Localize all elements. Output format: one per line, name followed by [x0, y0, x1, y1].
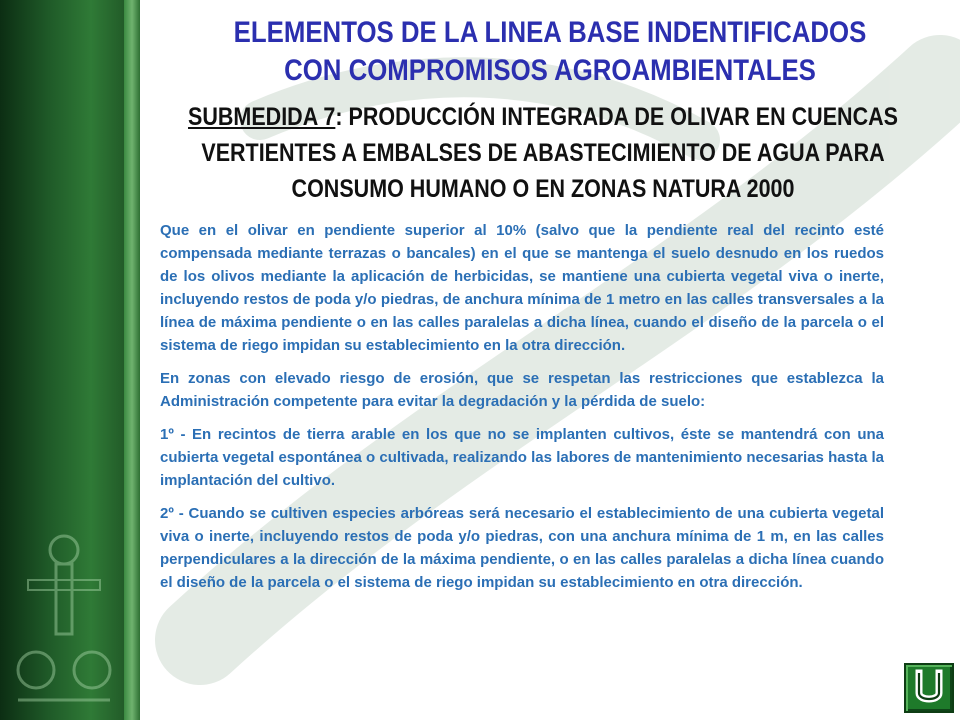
title-line-2: CON COMPROMISOS AGROAMBIENTALES [284, 54, 816, 87]
subtitle-label: SUBMEDIDA 7 [188, 103, 336, 131]
paragraph-3: 1º - En recintos de tierra arable en los que no se implanten cultivos, éste se mantendrá con una cubierta vegetal espontánea o cultivada, realizando las labores de mantenimiento necesarias hasta la implantación del cultivo. [160, 426, 884, 489]
paragraph-2: En zonas con elevado riesgo de erosión, que se respetan las restricciones que establezca la Administración competente para evitar la degradación y la pérdida de suelo: [160, 370, 884, 410]
paragraph-4: 2º - Cuando se cultiven especies arbóreas será necesario el establecimiento de una cubierta vegetal viva o inerte, incluyendo restos de poda y/o piedras, con una anchura mínima de 1 m, en las calles perpendiculares a la dirección de la máxima pendiente, o en las calles paralelas a dicha línea cuando el diseño de la parcela o el sistema de riego impidan su establecimiento en otra dirección. [160, 505, 884, 591]
andalucia-emblem-icon [8, 530, 120, 710]
department-name: Consejería de Agricultura, Pesca y Medio Ambiente [165, 86, 186, 520]
slide-subtitle [186, 99, 900, 207]
subdirectorate-name: Subdirección de Gestión y Control Integrado de Ayudas [213, 150, 230, 520]
org-name: JUNTA DE ANDALUCIA [141, 309, 162, 520]
sidebar-band [0, 0, 230, 720]
subtitle-text: : PRODUCCIÓN INTEGRADA DE OLIVAR EN CUENCAS VERTIENTES A EMBALSES DE ABASTECIMIENTO DE AGUA PARA CONSUMO HUMANO O EN ZONAS NATURA 2000 [201, 103, 898, 203]
u-turn-icon [906, 665, 952, 711]
paragraph-1: Que en el olivar en pendiente superior al 10% (salvo que la pendiente real del recinto esté compensada mediante terrazas o bancales) en el que se mantenga el suelo desnudo en los ruedos de los olivos mediante la aplicación de herbicidas, se mantiene una cubierta vegetal viva o inerte, incluyendo restos de poda y/o piedras, de anchura mínima de 1 metro en las calles transversales a la línea de máxima pendiente o en las calles paralelas a dicha línea, cuando el diseño de la parcela o el sistema de riego impidan su establecimiento en la otra dirección. [160, 222, 884, 354]
title-line-1: ELEMENTOS DE LA LINEA BASE INDENTIFICADOS [233, 16, 867, 49]
slide-body [160, 219, 884, 604]
slide-title [206, 14, 894, 90]
return-nav-button[interactable] [904, 663, 954, 713]
directorate-name: Dirección General de Fondos Agrarios [189, 197, 210, 520]
